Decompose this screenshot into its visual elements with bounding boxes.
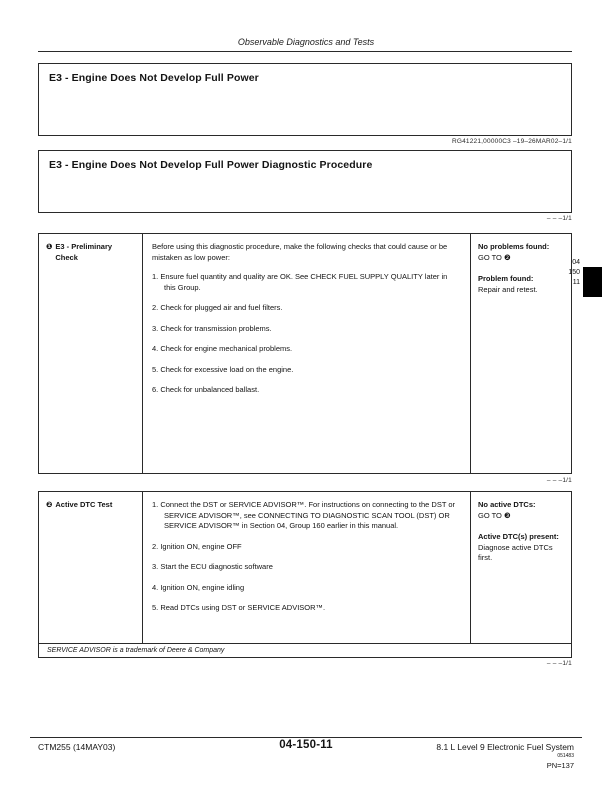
section-edge-tab (568, 258, 602, 297)
trademark-note: SERVICE ADVISOR is a trademark of Deere & Company (39, 643, 571, 657)
result-label: Problem found: (478, 274, 534, 283)
step1-label-cell (39, 234, 143, 473)
step2-instructions-cell (143, 492, 471, 643)
step1-table (38, 233, 572, 474)
step1-item: 4. Check for engine mechanical problems. (152, 344, 293, 353)
step1-row (39, 234, 571, 473)
edge-tab-block (583, 267, 602, 297)
step2-results-cell (471, 492, 571, 643)
result-action: Repair and retest. (478, 284, 538, 294)
edge-tab-page: 11 (572, 279, 580, 286)
procedure-title: E3 - Engine Does Not Develop Full Power Diagnostic Procedure (49, 159, 373, 171)
footer-system-name: 8.1 L Level 9 Electronic Fuel System (436, 742, 574, 752)
step2-item: 4. Ignition ON, engine idling (152, 582, 245, 592)
footer-manual-id: CTM255 (14MAY03) (38, 742, 116, 752)
running-head: Observable Diagnostics and Tests (237, 37, 375, 47)
edge-tab-section: 04 (572, 259, 580, 266)
footer-print-code: 051483 (557, 753, 574, 759)
procedure-ref-code: – – –1/1 (546, 215, 572, 222)
step1-item: 3. Check for transmission problems. (152, 323, 272, 333)
step1-ref-code: – – –1/1 (546, 477, 572, 484)
step2-item: 5. Read DTCs using DST or SERVICE ADVISOR™. (152, 603, 326, 612)
edge-tab-numbers (568, 258, 580, 288)
step2-table (38, 491, 572, 658)
step1-label (46, 242, 135, 263)
step1-item: 2. Check for plugged air and fuel filters. (152, 303, 283, 312)
procedure-title-box (38, 150, 572, 213)
section-title-box (38, 63, 572, 136)
step2-row (39, 492, 571, 643)
step1-intro: Before using this diagnostic procedure, make the following checks that could cause or be mistaken as low power: (152, 242, 448, 262)
header-divider (38, 51, 572, 52)
step2-label (46, 500, 135, 511)
step2-item: 1. Connect the DST or SERVICE ADVISOR™. For instructions on connecting to the DST or SERVICE ADVISOR™, see CONNECTING TO DIAGNOSTIC SCAN TOOL (DST) OR SERVICE ADVISOR™ in Section 04, Group 160 earlier in this manual. (152, 500, 456, 530)
figure-ref-code: RG41221,00000C3 –19–26MAR02–1/1 (451, 138, 572, 145)
step1-number-icon: ❶ (46, 242, 53, 251)
step1-title: E3 - Preliminary Check (55, 242, 113, 262)
footer-page-number: 04-150-11 (279, 739, 333, 751)
step2-item: 3. Start the ECU diagnostic software (152, 562, 273, 571)
footer-pn: PN=137 (546, 761, 574, 770)
step2-ref-code: – – –1/1 (546, 660, 572, 667)
result-label: No active DTCs: (478, 500, 536, 509)
edge-tab-group: 150 (568, 269, 580, 276)
step1-item: 5. Check for excessive load on the engine. (152, 364, 294, 374)
step2-label-cell (39, 492, 143, 643)
step1-instructions-cell (143, 234, 471, 473)
step2-title: Active DTC Test (55, 500, 113, 509)
result-action: GO TO ❷ (478, 252, 511, 262)
result-action: Diagnose active DTCs first. (478, 542, 553, 562)
step1-item: 6. Check for unbalanced ballast. (152, 385, 260, 394)
step1-item: 1. Ensure fuel quantity and quality are OK. See CHECK FUEL SUPPLY QUALITY later in this Group. (152, 272, 448, 292)
step2-item: 2. Ignition ON, engine OFF (152, 541, 242, 551)
result-label: No problems found: (478, 242, 550, 251)
footer-divider (30, 737, 582, 738)
result-label: Active DTC(s) present: (478, 532, 559, 541)
step1-results-cell (471, 234, 571, 473)
step2-number-icon: ❷ (46, 500, 53, 509)
result-action: GO TO ❸ (478, 510, 511, 520)
section-title: E3 - Engine Does Not Develop Full Power (49, 72, 259, 84)
